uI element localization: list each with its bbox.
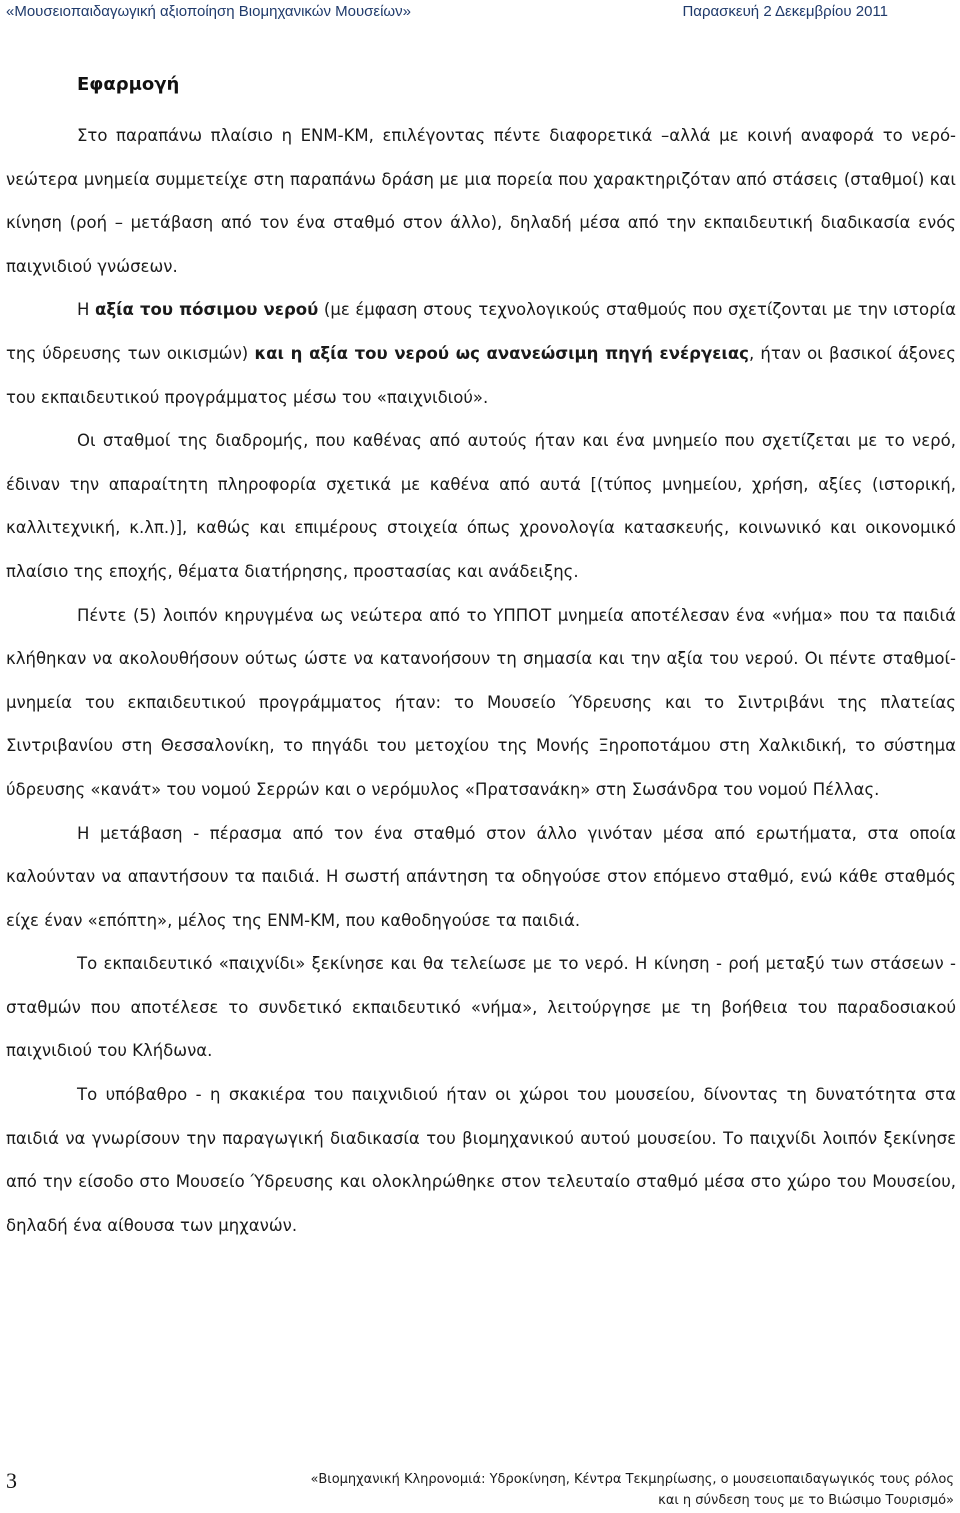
- paragraph-1: Στο παραπάνω πλαίσιο η ΕΝΜ-ΚΜ, επιλέγοντας πέντε διαφορετικά –αλλά με κοινή αναφορά το νερό- νεώτερα μνημεία συμμετείχε στη παραπάνω δράση με μια πορεία που χαρακτηριζόταν από στάσεις (σταθμοί) και κίνηση (ροή – μετάβαση από τον ένα σταθμό στον άλλο), δηλαδή μέσα από την εκπαιδευτική διαδικασία ενός παιχνιδιού γνώσεων.: [6, 126, 956, 276]
- paragraph-2-text-c: (με έμφαση στους τεχνολογικούς σταθμούς που σχετίζονται με την ιστορία της ύδρευσης των οικισμών): [6, 300, 956, 363]
- paragraph-4: Πέντε (5) λοιπόν κηρυγμένα ως νεώτερα από το ΥΠΠΟΤ μνημεία αποτέλεσαν ένα «νήμα» που τα παιδιά κλήθηκαν να ακολουθήσουν ούτως ώστε να κατανοήσουν τη σημασία και την αξία του νερού. Οι πέντε σταθμοί-μνημεία του εκπαιδευτικού προγράμματος ήταν: το Μουσείο Ύδρευσης και το Σιντριβάνι της πλατείας Σιντριβανίου στη Θεσσαλονίκη, το πηγάδι του μετοχίου της Μονής Ξηροποτάμου στη Χαλκιδική, το σύστημα ύδρευσης «κανάτ» του νομού Σερρών και ο νερόμυλος «Πρατσανάκη» στη Σωσάνδρα του νομού Πέλλας.: [6, 605, 956, 799]
- footer-line-2: και η σύνδεση τους με το Βιώσιμο Τουρισμό»: [658, 1493, 954, 1508]
- section-heading: Εφαρμογή: [77, 74, 180, 95]
- header-date: Παρασκευή 2 Δεκεμβρίου 2011: [682, 3, 888, 20]
- paragraph-5: Η μετάβαση - πέρασμα από τον ένα σταθμό στον άλλο γινόταν μέσα από ερωτήματα, στα οποία καλούνταν να απαντήσουν τα παιδιά. Η σωστή απάντηση τα οδηγούσε στον επόμενο σταθμό, ενώ κάθε σταθμός είχε έναν «επόπτη», μέλος της ΕΝΜ-ΚΜ, που καθοδηγούσε τα παιδιά.: [6, 823, 956, 930]
- paragraph-7: Το υπόβαθρο - η σκακιέρα του παιχνιδιού ήταν οι χώροι του μουσείου, δίνοντας τη δυνατότητα στα παιδιά να γνωρίσουν την παραγωγική διαδικασία του βιομηχανικού αυτού μουσείου. Το παιχνίδι λοιπόν ξεκίνησε από την είσοδο στο Μουσείο Ύδρευσης και ολοκληρώθηκε στον τελευταίο σταθμό μέσα στο χώρο του Μουσείου, δηλαδή ένα αίθουσα των μηχανών.: [6, 1085, 956, 1235]
- page-header: [0, 0, 960, 28]
- page-number: 3: [6, 1468, 17, 1493]
- document-body: [6, 114, 956, 1247]
- header-title: «Μουσειοπαιδαγωγική αξιοποίηση Βιομηχανικών Μουσείων»: [6, 3, 411, 20]
- footer-line-1: «Βιομηχανική Κληρονομιά: Υδροκίνηση, Κέντρα Τεκμηρίωσης, ο μουσειοπαιδαγωγικός τους ρόλος: [310, 1472, 954, 1487]
- page-footer: [194, 1469, 954, 1511]
- paragraph-2-bold-2: και η αξία του νερού ως ανανεώσιμη πηγή ενέργειας: [254, 343, 749, 363]
- paragraph-2-text-a: Η: [77, 300, 96, 320]
- paragraph-2-bold-1: αξία του πόσιμου νερού: [95, 300, 319, 320]
- paragraph-6: Το εκπαιδευτικό «παιχνίδι» ξεκίνησε και θα τελείωσε με το νερό. Η κίνηση - ροή μεταξύ των στάσεων - σταθμών που αποτέλεσε το συνδετικό εκπαιδευτικό «νήμα», λειτούργησε με τη βοήθεια του παραδοσιακού παιχνιδιού του Κλήδωνα.: [6, 954, 956, 1061]
- paragraph-2-text-d: , ήταν οι βασικοί άξονες του εκπαιδευτικού προγράμματος μέσω του «παιχνιδιού».: [6, 343, 956, 407]
- paragraph-2: [6, 288, 956, 419]
- paragraph-3: Οι σταθμοί της διαδρομής, που καθένας από αυτούς ήταν και ένα μνημείο που σχετίζεται με το νερό, έδιναν την απαραίτητη πληροφορία σχετικά με καθένα από αυτά [(τύπος μνημείου, χρήση, αξίες (ιστορική, καλλιτεχνική, κ.λπ.)], καθώς και επιμέρους στοιχεία όπως χρονολογία κατασκευής, κοινωνικό και οικονομικό πλαίσιο της εποχής, θέματα διατήρησης, προστασίας και ανάδειξης.: [6, 431, 956, 581]
